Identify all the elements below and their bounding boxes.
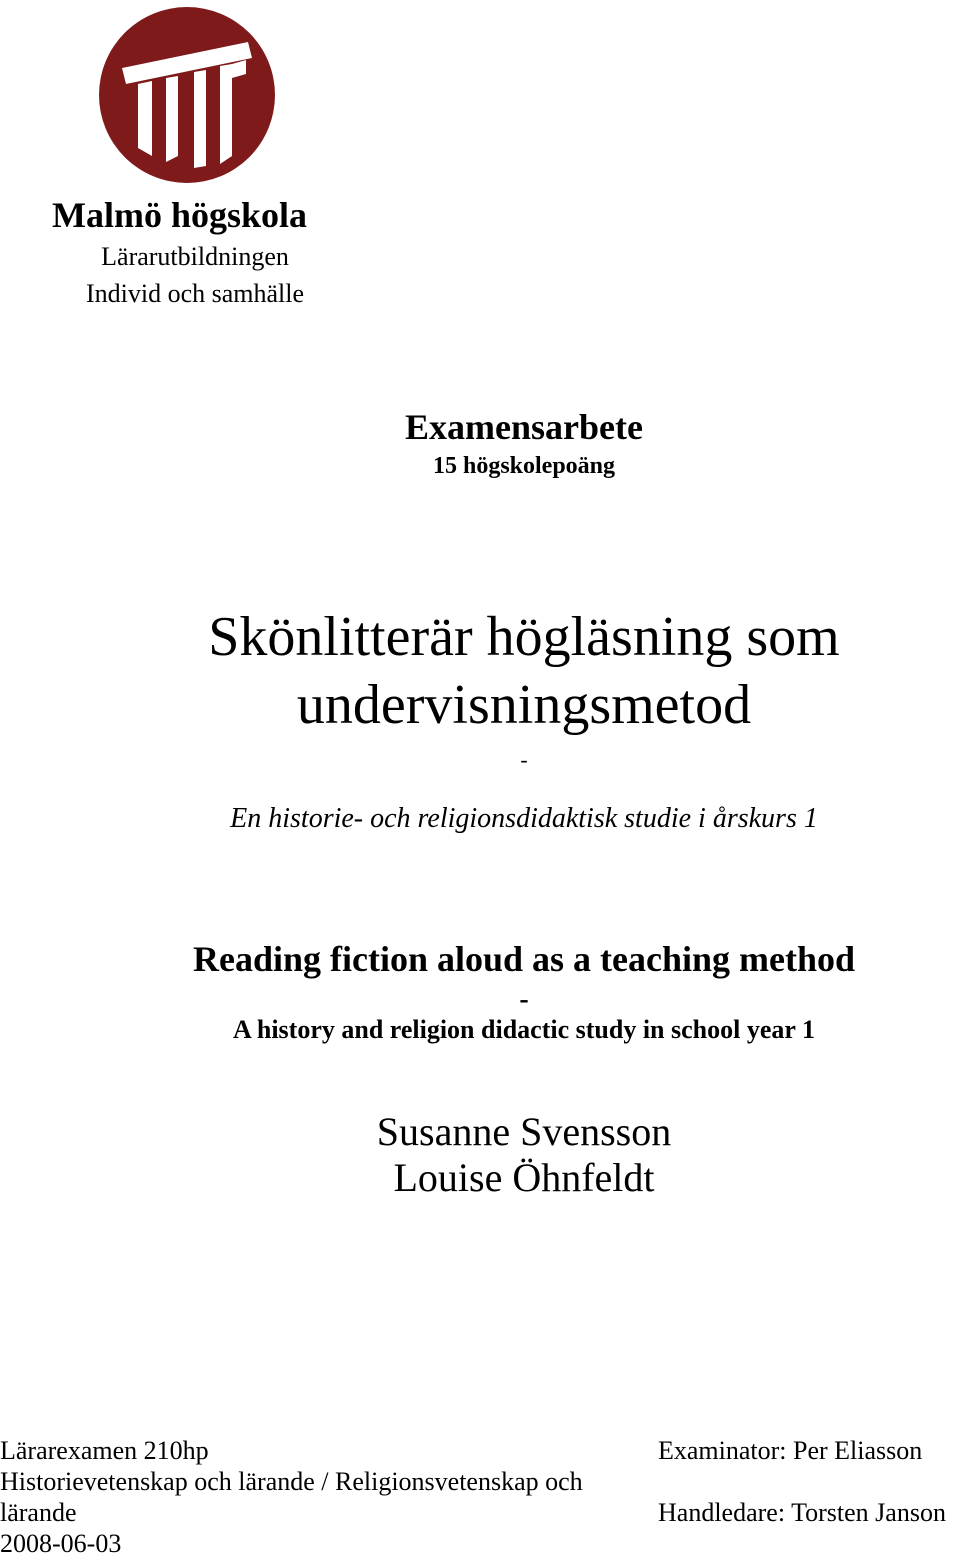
date: 2008-06-03 (0, 1529, 122, 1558)
title-en: Reading fiction aloud as a teaching method (192, 939, 856, 979)
title-sv-line1: Skönlitterär högläsning som (208, 606, 840, 668)
author-name: Susanne Svensson (376, 1109, 672, 1154)
supervisor: Handledare: Torsten Janson (658, 1498, 946, 1527)
title-en-separator: - (519, 984, 529, 1015)
subject-line: Historievetenskap och lärande / Religionsvetenskap och (0, 1467, 583, 1496)
degree-info: Lärarexamen 210hp (0, 1436, 209, 1465)
school-name: Malmö högskola (52, 195, 308, 235)
thesis-type: Examensarbete (405, 407, 643, 447)
title-separator: - (520, 747, 528, 772)
title-sv-line2: undervisningsmetod (296, 674, 752, 736)
author-name: Louise Öhnfeldt (393, 1155, 655, 1200)
program-name: Lärarutbildningen (101, 242, 289, 271)
malmo-hogskola-logo (98, 6, 276, 184)
examiner: Examinator: Per Eliasson (658, 1436, 923, 1465)
subtitle-sv: En historie- och religionsdidaktisk studie i årskurs 1 (230, 803, 818, 834)
department-name: Individ och samhälle (85, 279, 305, 308)
thesis-credits: 15 högskolepoäng (432, 453, 616, 479)
subtitle-en: A history and religion didactic study in school year 1 (233, 1015, 815, 1044)
subject-line: lärande (0, 1498, 77, 1527)
